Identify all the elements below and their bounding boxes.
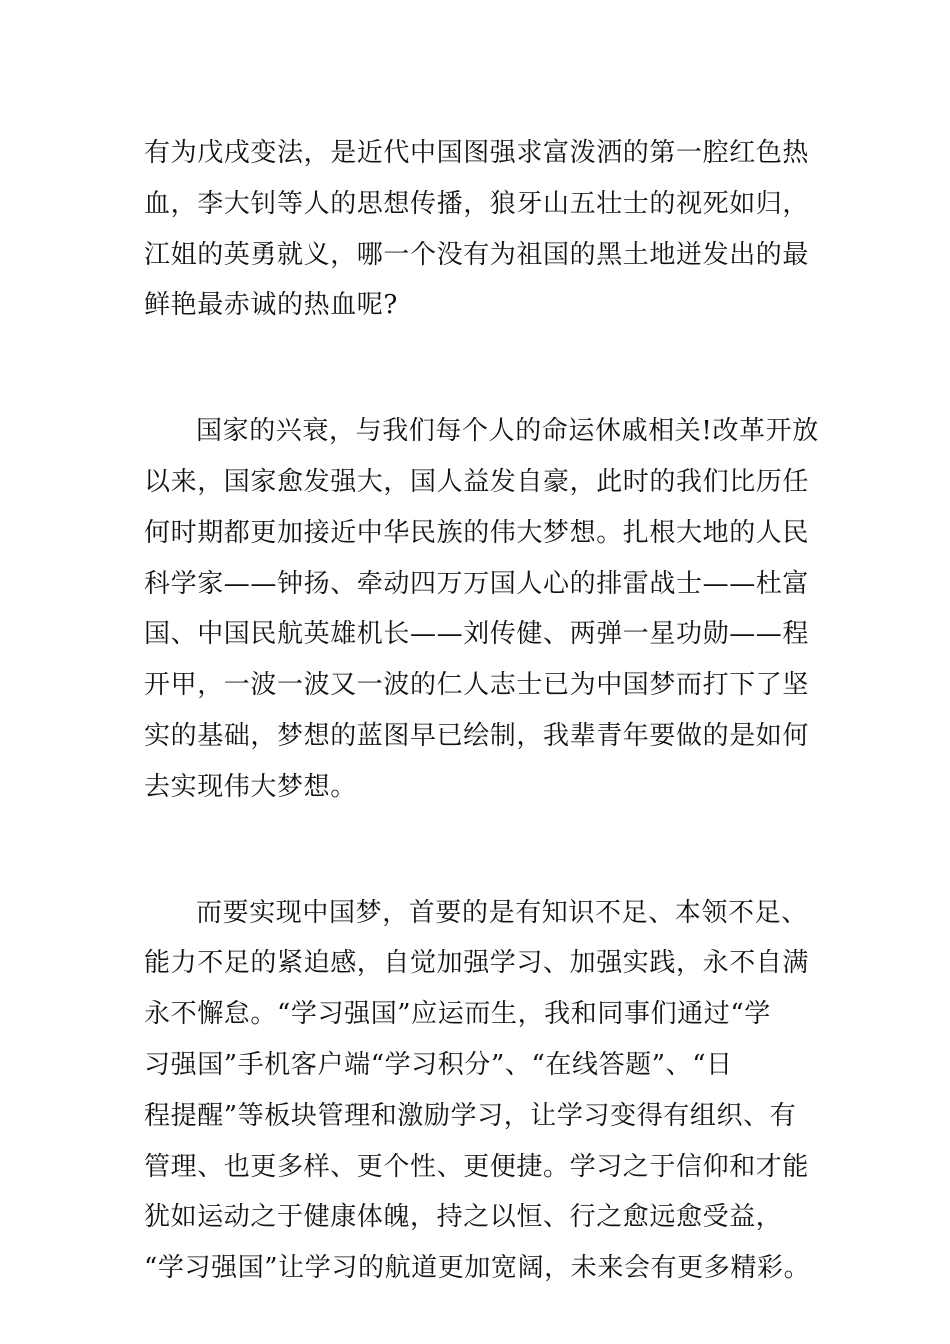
paragraph-spacer	[144, 813, 806, 888]
document-body	[144, 128, 819, 1294]
paragraph-line: 血，李大钊等人的思想传播，狼牙山五壮士的视死如归，	[144, 188, 810, 219]
paragraph-line: 而要实现中国梦，首要的是有知识不足、本领不足、	[196, 897, 808, 928]
paragraph-line: 程提醒”等板块管理和激励学习，让学习变得有组织、有	[144, 1100, 797, 1131]
paragraph-line: 去实现伟大梦想。	[144, 771, 357, 802]
paragraph-line: 永不懈怠。“学习强国”应运而生，我和同事们通过“学	[144, 999, 771, 1030]
paragraph-line: 国家的兴衰，与我们每个人的命运休戚相关!改革开放	[196, 416, 819, 447]
paragraph-1	[144, 128, 810, 331]
paragraph-line: 科学家——钟扬、牵动四万万国人心的排雷战士——杜富	[144, 568, 810, 599]
paragraph-line: 开甲，一波一波又一波的仁人志士已为中国梦而打下了坚	[144, 670, 810, 701]
paragraph-line: 管理、也更多样、更个性、更便捷。学习之于信仰和才能	[144, 1151, 810, 1182]
paragraph-line: 何时期都更加接近中华民族的伟大梦想。扎根大地的人民	[144, 517, 810, 548]
paragraph-line: 鲜艳最赤诚的热血呢?	[144, 290, 398, 321]
paragraph-line: 国、中国民航英雄机长——刘传健、两弹一星功勋——程	[144, 619, 810, 650]
paragraph-line: “学习强国”让学习的航道更加宽阔，未来会有更多精彩。	[144, 1253, 811, 1284]
paragraph-line: 以来，国家愈发强大，国人益发自豪，此时的我们比历任	[144, 466, 810, 497]
paragraph-3	[144, 888, 811, 1294]
paragraph-spacer	[144, 331, 806, 406]
paragraph-line: 实的基础，梦想的蓝图早已绘制，我辈青年要做的是如何	[144, 720, 810, 751]
paragraph-line: 能力不足的紧迫感，自觉加强学习、加强实践，永不自满	[144, 948, 810, 979]
paragraph-line: 有为戊戌变法，是近代中国图强求富泼洒的第一腔红色热	[144, 138, 810, 168]
paragraph-line: 江姐的英勇就义，哪一个没有为祖国的黑土地迸发出的最	[144, 239, 810, 270]
paragraph-line: 犹如运动之于健康体魄，持之以恒、行之愈远愈受益，	[144, 1202, 783, 1233]
paragraph-2	[144, 406, 819, 812]
paragraph-line: 习强国”手机客户端“学习积分”、“在线答题”、“日	[144, 1049, 733, 1080]
